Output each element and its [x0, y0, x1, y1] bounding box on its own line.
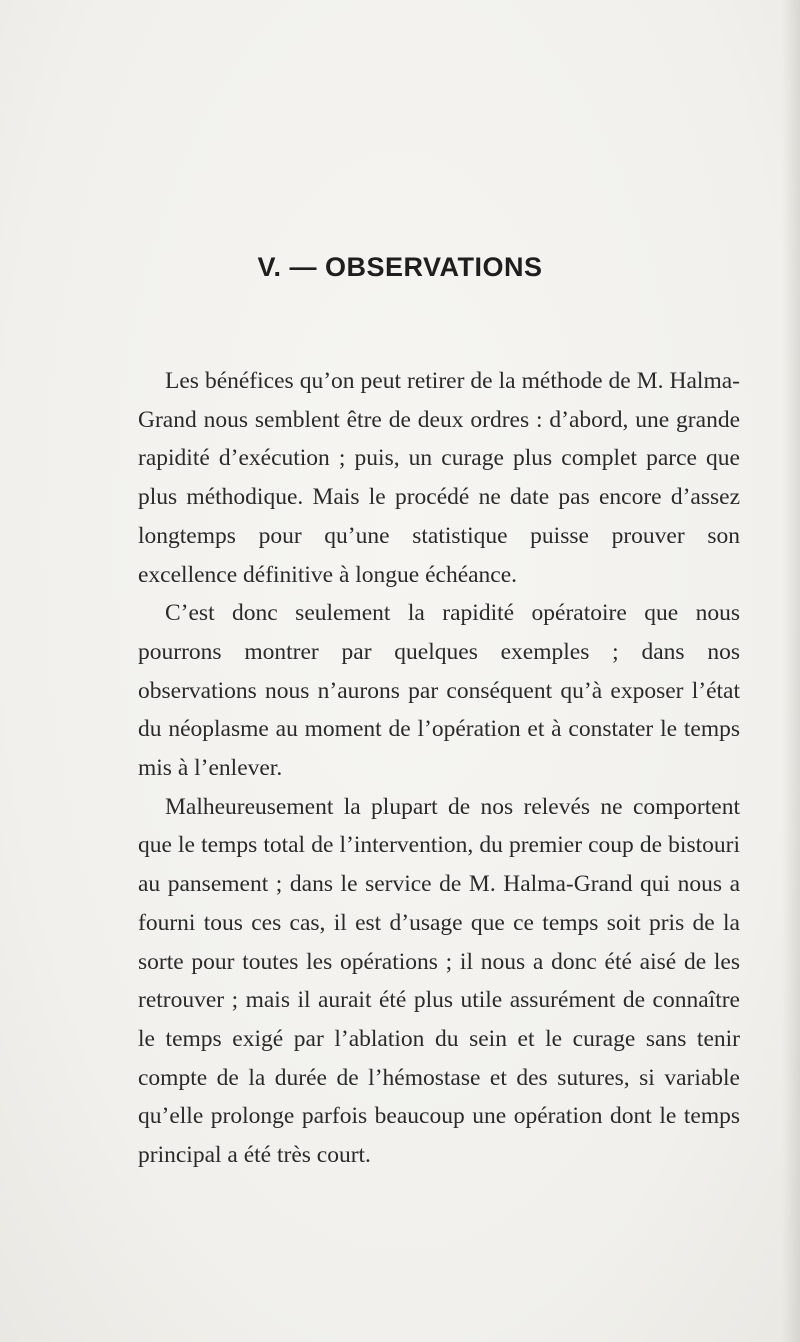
paragraph-3: Malheureusement la plupart de nos relevés ne comportent que le temps total de l’intervention, du premier coup de bistouri au pansement ; dans le service de M. Halma-Grand qui nous a fourni tous ces cas, il est d’usage que ce temps soit pris de la sorte pour toutes les opérations ; il nous a donc été aisé de les retrouver ; mais il aurait été plus utile assurément de connaître le temps exigé par l’ablation du sein et le curage sans tenir compte de la durée de l’hémostase et des sutures, si variable qu’elle prolonge parfois beaucoup une opération dont le temps principal a été très court.: [138, 793, 740, 1169]
body-text: [138, 362, 740, 1175]
paragraph-2: C’est donc seulement la rapidité opératoire que nous pourrons montrer par quelques exemples ; dans nos observations nous n’aurons par conséquent qu’à exposer l’état du néoplasme au moment de l’opération et à constater le temps mis à l’enlever.: [138, 600, 740, 782]
paragraph-1: Les bénéfices qu’on peut retirer de la méthode de M. Halma-Grand nous semblent être de deux ordres : d’abord, une grande rapidité d’exécution ; puis, un curage plus complet parce que plus méthodique. Mais le procédé ne date pas encore d’assez longtemps pour qu’une statistique puisse prouver son excellence définitive à longue échéance.: [138, 368, 740, 588]
page-edge-shadow: [782, 0, 800, 1342]
section-heading: V. — OBSERVATIONS: [257, 252, 543, 282]
